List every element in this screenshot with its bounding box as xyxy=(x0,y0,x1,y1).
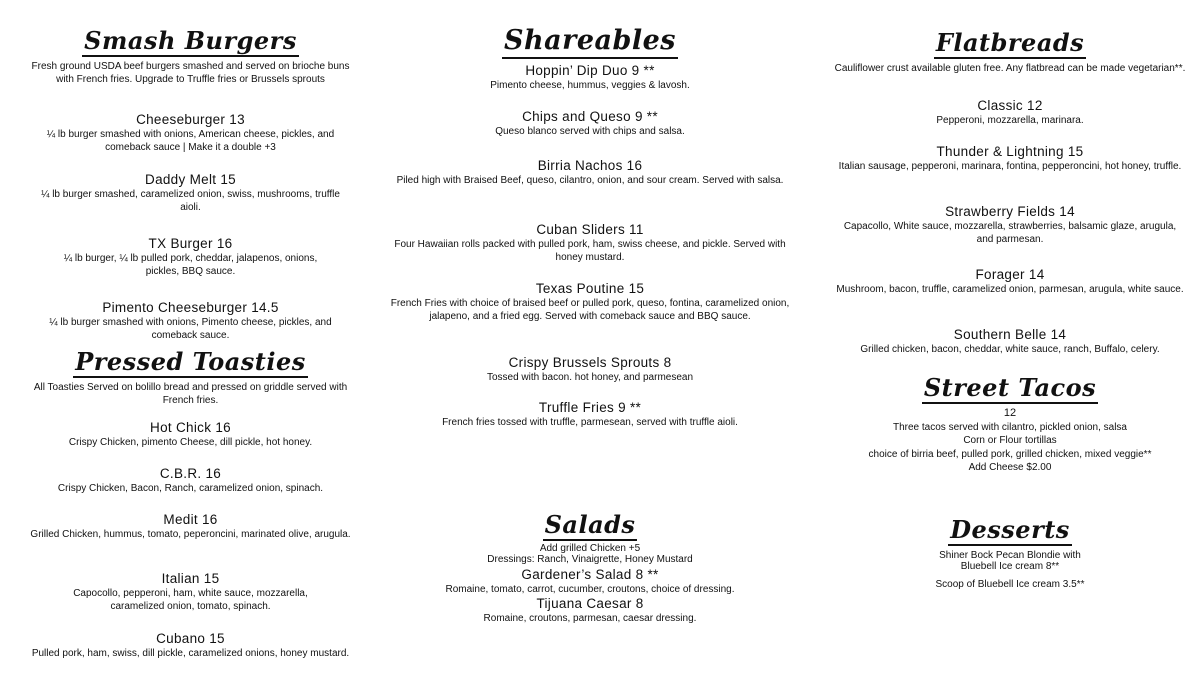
item-description: Crispy Chicken, Bacon, Ranch, caramelized onion, spinach. xyxy=(57,483,324,494)
item-description: Pepperoni, mozzarella, marinara. xyxy=(936,115,1084,126)
item-name: Classic 12 xyxy=(977,98,1043,113)
item-description: Piled high with Braised Beef, queso, cilantro, onion, and sour cream. Served with salsa. xyxy=(396,175,784,186)
item-name: C.B.R. 16 xyxy=(159,466,222,481)
menu-item xyxy=(380,567,800,596)
section-intro: Fresh ground USDA beef burgers smashed and served on brioche buns with French fries. Upgrade to Truffle fries or Brussels sprouts xyxy=(31,61,350,86)
item-description: ¼ lb burger smashed with onions, American cheese, pickles, and comeback sauce | Make it a double +3 xyxy=(46,129,335,154)
item-name: Birria Nachos 16 xyxy=(537,158,643,173)
item-description: Mushroom, bacon, truffle, caramelized onion, parmesan, arugula, white sauce. xyxy=(836,284,1184,295)
menu-item xyxy=(380,596,800,625)
item-description: Four Hawaiian rolls packed with pulled pork, ham, swiss cheese, and pickle. Served with honey mustard. xyxy=(394,239,786,264)
item-name: Cheeseburger 13 xyxy=(136,112,245,127)
item-name: Truffle Fries 9 ** xyxy=(538,400,642,415)
item-name: Chips and Queso 9 ** xyxy=(522,109,658,124)
section-title: Salads xyxy=(544,510,636,539)
street-tacos-section xyxy=(830,375,1190,475)
dessert-item: Shiner Bock Pecan Blondie with xyxy=(939,550,1081,561)
item-name: Tijuana Caesar 8 xyxy=(536,596,644,611)
menu-item xyxy=(830,144,1190,173)
menu-item xyxy=(830,267,1190,296)
salads-dressings: Dressings: Ranch, Vinaigrette, Honey Mustard xyxy=(487,554,693,565)
menu-item xyxy=(18,571,363,613)
pressed-toasties-section xyxy=(18,349,363,407)
item-name: Crispy Brussels Sprouts 8 xyxy=(508,355,672,370)
item-name: Cubano 15 xyxy=(156,631,225,646)
menu-item xyxy=(380,222,800,264)
menu-item xyxy=(380,400,800,429)
dessert-item: Scoop of Bluebell Ice cream 3.5** xyxy=(935,579,1085,590)
section-title: Smash Burgers xyxy=(84,26,297,55)
tacos-price: 12 xyxy=(1003,407,1017,419)
tacos-tortillas: Corn or Flour tortillas xyxy=(963,435,1057,447)
menu-item xyxy=(18,420,363,449)
section-title: Desserts xyxy=(950,515,1070,544)
item-name: Gardener’s Salad 8 ** xyxy=(521,567,659,582)
item-name: Cuban Sliders 11 xyxy=(536,222,644,237)
item-description: Grilled Chicken, hummus, tomato, peperoncini, marinated olive, arugula. xyxy=(30,529,351,540)
item-name: Southern Belle 14 xyxy=(953,327,1067,342)
salads-section xyxy=(380,512,800,565)
menu-item xyxy=(830,327,1190,356)
section-intro: All Toasties Served on bolillo bread and pressed on griddle served with French fries. xyxy=(33,382,348,407)
item-description: Capocollo, pepperoni, ham, white sauce, mozzarella, caramelized onion, tomato, spinach. xyxy=(73,588,308,613)
item-description: Romaine, croutons, parmesan, caesar dressing. xyxy=(483,613,697,624)
item-description: Capacollo, White sauce, mozzarella, strawberries, balsamic glaze, arugula, and parmesan. xyxy=(843,221,1177,246)
menu-item xyxy=(830,204,1190,246)
item-description: Romaine, tomato, carrot, cucumber, croutons, choice of dressing. xyxy=(445,584,735,595)
smash-burgers-section xyxy=(18,28,363,86)
menu-item xyxy=(18,112,363,154)
menu-item xyxy=(380,355,800,384)
item-description: French Fries with choice of braised beef or pulled pork, queso, fontina, caramelized onion, jalapeno, and a fried egg. Served with comeback sauce and BBQ sauce. xyxy=(390,298,790,323)
section-title: Flatbreads xyxy=(935,28,1085,57)
item-name: Daddy Melt 15 xyxy=(145,172,236,187)
tacos-add-cheese: Add Cheese $2.00 xyxy=(968,462,1052,474)
item-description: Crispy Chicken, pimento Cheese, dill pickle, hot honey. xyxy=(68,437,313,448)
section-title: Pressed Toasties xyxy=(75,347,306,376)
menu-item xyxy=(830,98,1190,127)
salads-add-on: Add grilled Chicken +5 xyxy=(539,543,641,554)
item-name: Thunder & Lightning 15 xyxy=(936,144,1084,159)
item-description: Tossed with bacon. hot honey, and parmesean xyxy=(486,372,694,383)
menu-item xyxy=(380,63,800,92)
tacos-description: Three tacos served with cilantro, pickled onion, salsa xyxy=(892,422,1127,433)
item-name: Medit 16 xyxy=(163,512,218,527)
menu-item xyxy=(380,158,800,187)
menu-item xyxy=(18,300,363,342)
tacos-choices: choice of birria beef, pulled pork, grilled chicken, mixed veggie** xyxy=(868,448,1152,460)
item-description: Grilled chicken, bacon, cheddar, white sauce, ranch, Buffalo, celery. xyxy=(860,344,1160,355)
item-description: ¼ lb burger smashed with onions, Pimento cheese, pickles, and comeback sauce. xyxy=(49,317,332,342)
item-name: Texas Poutine 15 xyxy=(535,281,645,296)
section-intro: Cauliflower crust available gluten free. Any flatbread can be made vegetarian**. xyxy=(834,63,1186,74)
item-name: Italian 15 xyxy=(161,571,220,586)
section-title: Shareables xyxy=(502,26,678,59)
item-description: Pimento cheese, hummus, veggies & lavosh. xyxy=(490,80,690,91)
item-description: ¼ lb burger, ¼ lb pulled pork, cheddar, jalapenos, onions, pickles, BBQ sauce. xyxy=(63,253,318,278)
item-name: Strawberry Fields 14 xyxy=(945,204,1075,219)
item-description: Italian sausage, pepperoni, marinara, fontina, pepperoncini, hot honey, truffle. xyxy=(838,161,1182,172)
item-description: Queso blanco served with chips and salsa. xyxy=(495,126,685,137)
menu-item xyxy=(18,631,363,660)
item-description: French fries tossed with truffle, parmesean, served with truffle aioli. xyxy=(442,417,738,428)
item-name: Hot Chick 16 xyxy=(150,420,231,435)
menu-item xyxy=(18,172,363,214)
flatbreads-section xyxy=(830,30,1190,75)
item-name: Pimento Cheeseburger 14.5 xyxy=(102,300,279,315)
menu-item xyxy=(18,236,363,278)
menu-item xyxy=(18,466,363,495)
section-title: Street Tacos xyxy=(923,373,1097,402)
menu-item xyxy=(18,512,363,541)
item-description: Pulled pork, ham, swiss, dill pickle, caramelized onions, honey mustard. xyxy=(31,648,350,659)
dessert-item-price: Bluebell Ice cream 8** xyxy=(960,561,1060,572)
desserts-section xyxy=(830,517,1190,591)
item-name: Hoppin’ Dip Duo 9 ** xyxy=(525,63,655,78)
menu-item xyxy=(380,281,800,323)
menu-item xyxy=(380,109,800,138)
item-name: TX Burger 16 xyxy=(148,236,233,251)
item-description: ¼ lb burger smashed, caramelized onion, swiss, mushrooms, truffle aioli. xyxy=(41,189,340,214)
shareables-section xyxy=(380,26,800,59)
item-name: Forager 14 xyxy=(975,267,1045,282)
